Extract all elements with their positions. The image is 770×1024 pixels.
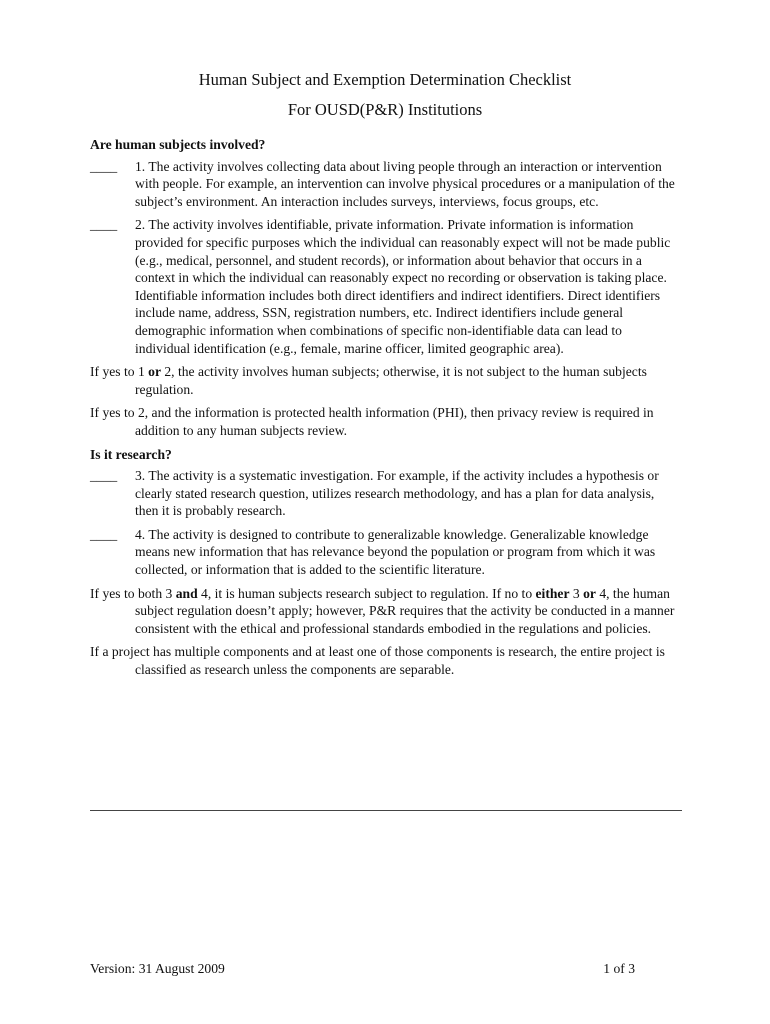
checklist-item-3 [90, 467, 680, 520]
horizontal-divider [90, 810, 682, 811]
condition-phi: If yes to 2, and the information is protected health information (PHI), then privacy review is required in addition to any human subjects review. [90, 405, 654, 438]
answer-blank[interactable]: ____ [90, 526, 118, 542]
checklist-item-2 [90, 216, 680, 357]
answer-blank[interactable]: ____ [90, 217, 118, 233]
checklist-item-text: 2. The activity involves identifiable, private information. Private information is information provided for specific purposes which the individual can reasonably expect will not be made public (e.g., medical, personnel, and student records), or information about behavior that occurs in a context in which the individual can reasonably expect no recording or observation is taking place. Identifiable information includes both direct identifiers and indirect identifiers. Direct identifiers include name, address, SSN, registration numbers, etc. Indirect identifiers include general demographic information when combinations of specific non-identifiable data can lead to individual identification (e.g., female, marine officer, limited geographic area). [135, 217, 671, 356]
condition-text: 3 [569, 585, 584, 601]
section-heading-human-subjects: Are human subjects involved? [90, 137, 266, 152]
section-heading-research: Is it research? [90, 446, 172, 462]
condition-human-subjects [90, 363, 680, 398]
condition-text: 4, the human subject regulation doesn’t apply; however, P&R requires that the activity be conducted in a manner consistent with the ethical and professional standards embodied in the regulations and policies. [135, 585, 675, 636]
footer-version: Version: 31 August 2009 [90, 961, 225, 976]
document-title: Human Subject and Exemption Determination Checklist [198, 70, 572, 89]
answer-blank[interactable]: ____ [90, 158, 118, 174]
condition-emphasis: and [175, 585, 198, 601]
footer-page-number: 1 of 3 [603, 961, 635, 976]
document-body [90, 136, 680, 685]
checklist-item-text: 3. The activity is a systematic investigation. For example, if the activity includes a hypothesis or clearly stated research question, utilizes research methodology, and has a plan for data analysis, then it is probably research. [135, 468, 659, 519]
condition-text: 4, it is human subjects research subject to regulation. If no to [197, 585, 536, 601]
condition-emphasis: either [535, 585, 570, 601]
condition-emphasis: or [583, 585, 596, 601]
condition-emphasis: or [148, 364, 161, 380]
condition-multiple-components: If a project has multiple components and at least one of those components is research, the entire project is classified as research unless the components are separable. [90, 644, 665, 678]
condition-research [90, 585, 680, 638]
checklist-item-1 [90, 158, 680, 211]
condition-text: If yes to 1 [90, 364, 149, 380]
condition-text: If yes to both 3 [90, 585, 176, 601]
document-subtitle: For OUSD(P&R) Institutions [287, 100, 483, 119]
condition-text: 2, the activity involves human subjects; otherwise, it is not subject to the human subjects regulation. [135, 364, 647, 397]
checklist-item-text: 1. The activity involves collecting data about living people through an interaction or intervention with people. For example, an intervention can involve physical procedures or a manipulation of the subject’s environment. An interaction includes surveys, interviews, focus groups, etc. [135, 158, 675, 209]
checklist-item-4 [90, 526, 680, 579]
checklist-item-text: 4. The activity is designed to contribute to generalizable knowledge. Generalizable knowledge means new information that has relevance beyond the population or program from which it was collected, or information that is added to the scientific literature. [135, 526, 656, 578]
answer-blank[interactable]: ____ [90, 468, 118, 484]
